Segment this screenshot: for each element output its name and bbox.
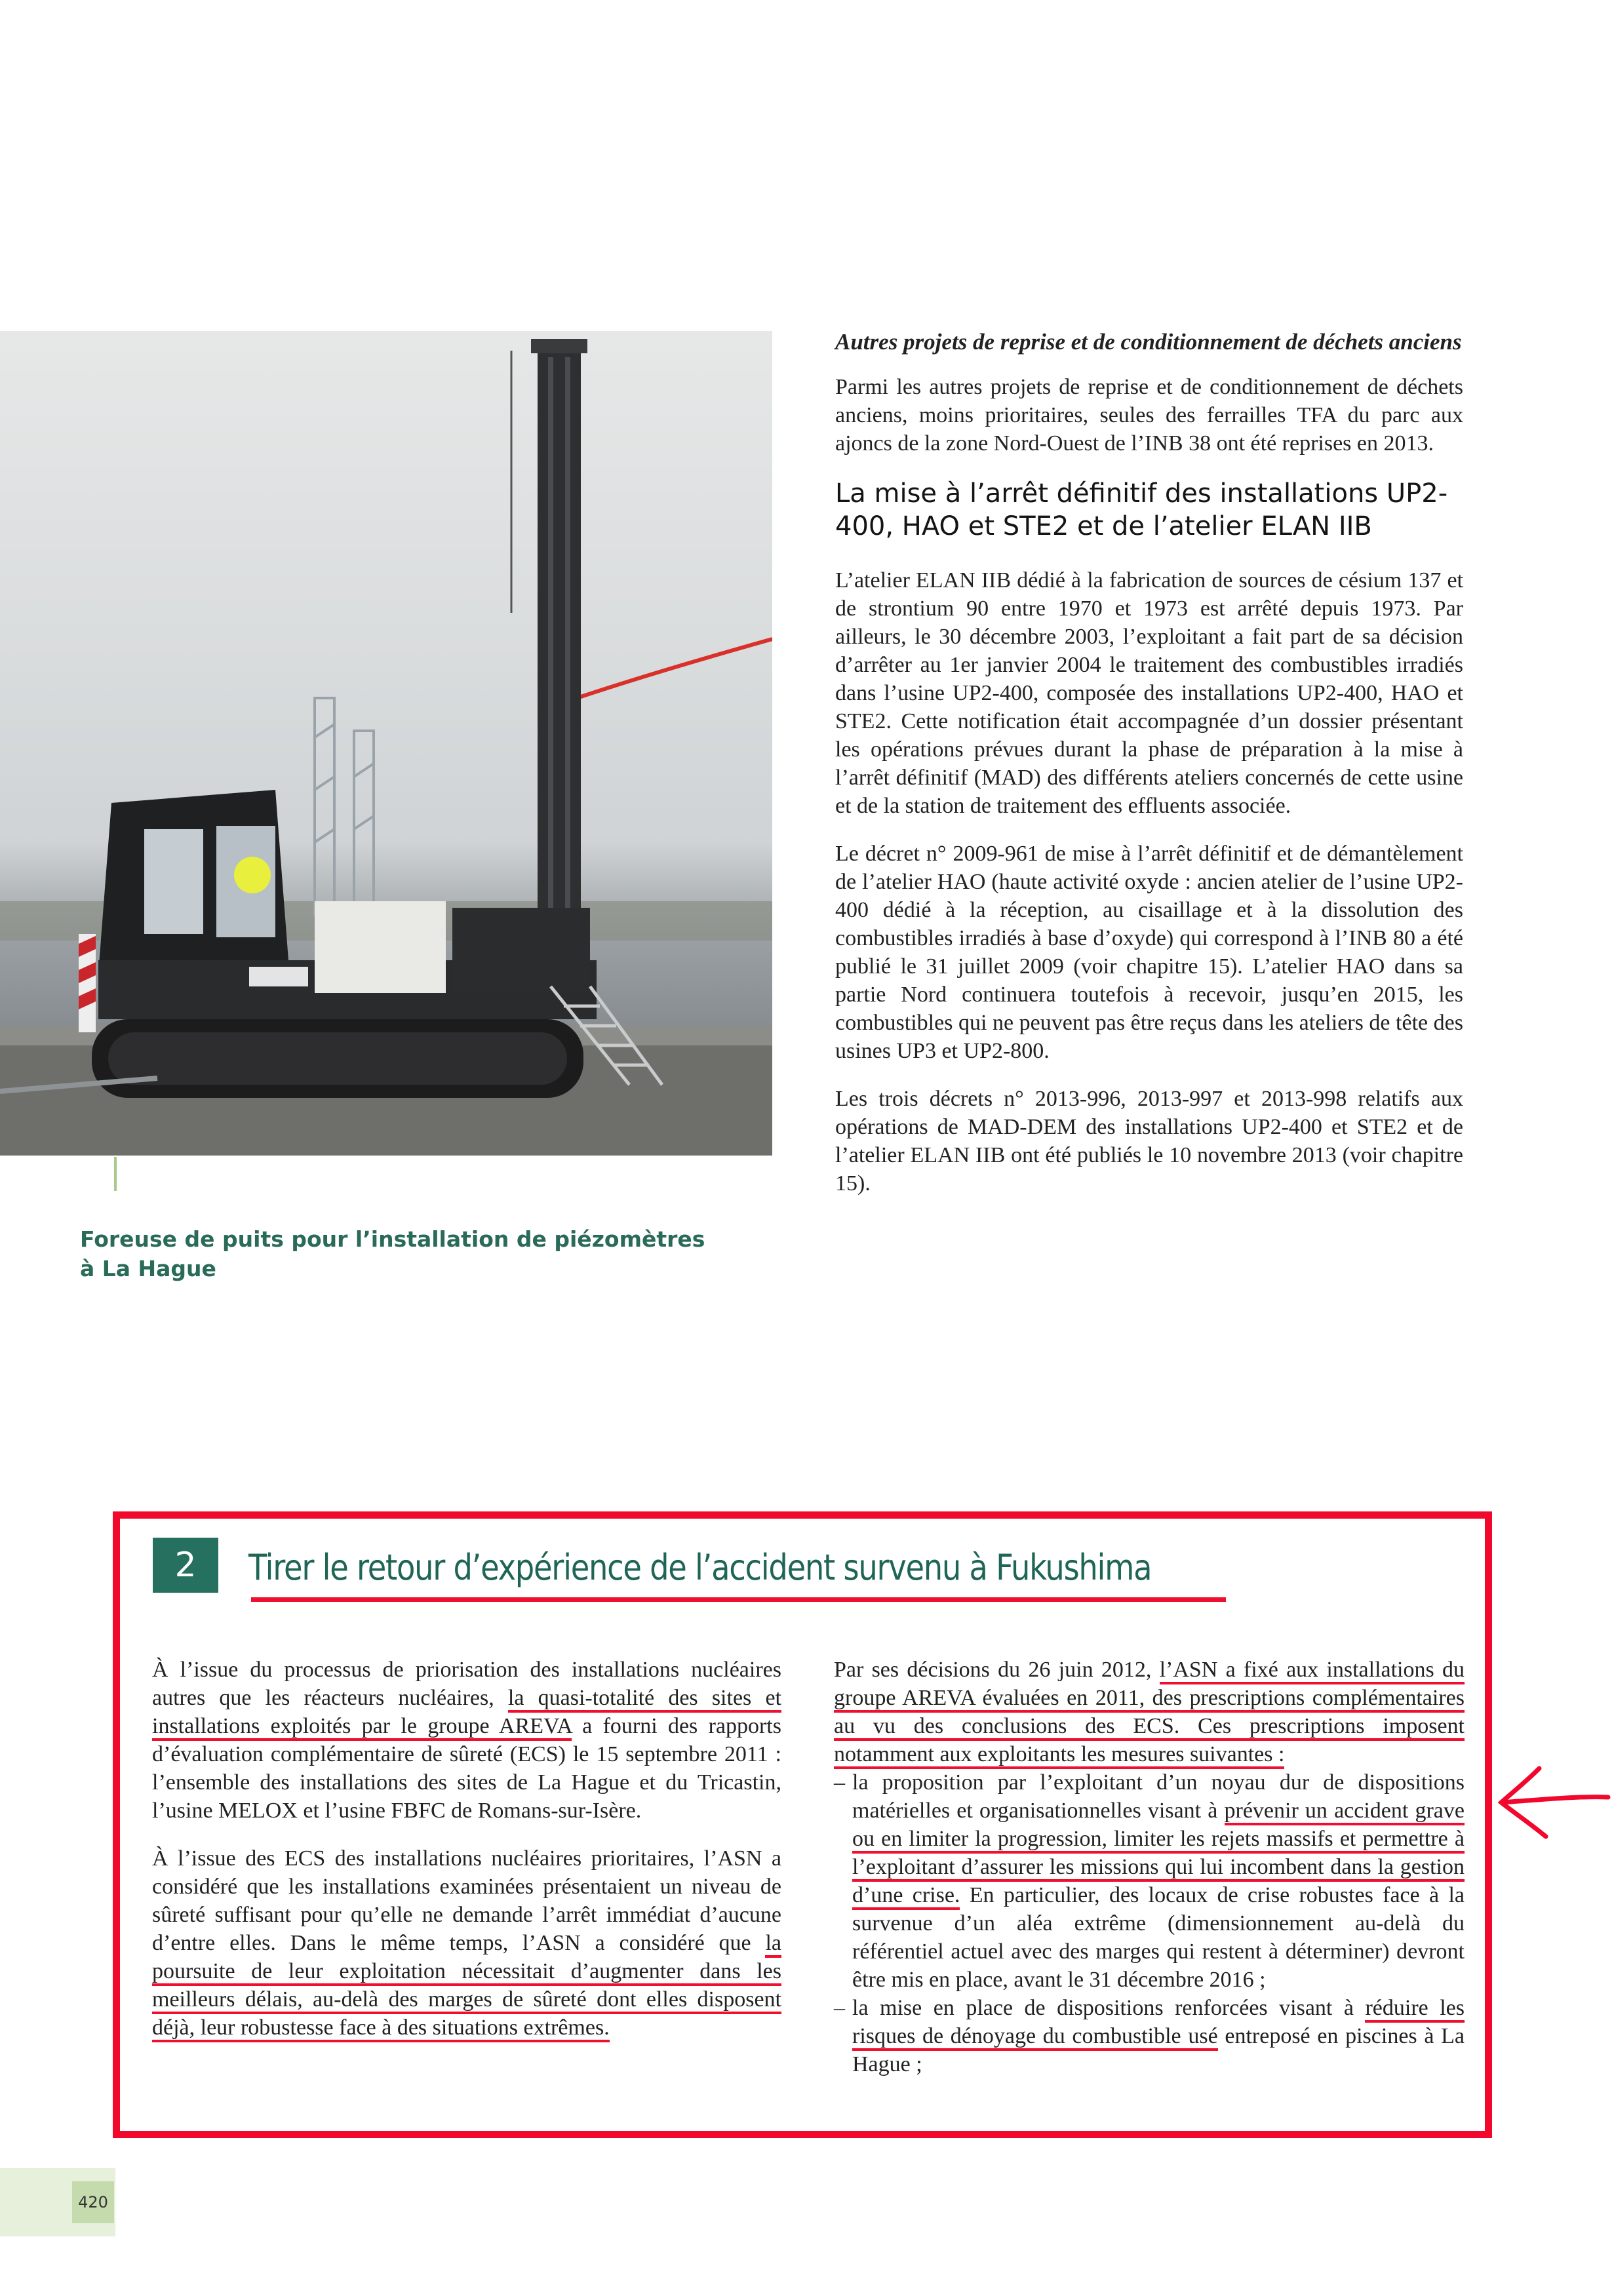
paragraph-shutdown-2: Le décret n° 2009-961 de mise à l’arrêt définitif et de démantèlement de l’atelier HAO (haute activité oxyde : ancien atelier de l’usine UP2-400 dédié à la réception, au cisaillage et à la dissolution des combustibles irradiés à base d’oxyde) qui correspond à l’INB 80 a été publié le 31 juillet 2009 (voir chapitre 15). L’atelier HAO dans sa partie Nord continuera toutefois à recevoir, jusqu’en 2015, les combustibles qui ne peuvent pas être reçus dans les ateliers de tête des usines UP3 et UP2-800. <box>835 842 1463 1063</box>
paragraph-old-waste: Parmi les autres projets de reprise et de conditionnement de déchets anciens, moins prioritaires, seules des ferrailles TFA du parc aux ajoncs de la zone Nord-Ouest de l’INB 38 ont été reprises en 2013. <box>835 375 1463 456</box>
paragraph-asn-decisions <box>834 1656 1465 1768</box>
text: la mise en place de dispositions renforcées visant à <box>852 1996 1366 2020</box>
photo-caption: Foreuse de puits pour l’installation de piézomètres à La Hague <box>80 1226 705 1281</box>
paragraph-asn-conclusion <box>152 1844 781 2042</box>
list-item <box>834 1768 1465 1994</box>
paragraph-shutdown-1: L’atelier ELAN IIB dédié à la fabrication de sources de césium 137 et de strontium 90 entre 1970 et 1973 est arrêté depuis 1973. Par ailleurs, le 30 décembre 2003, l’exploitant a fait part de sa décision d’arrêter au 1er janvier 2004 le traitement des combustibles irradiés dans l’usine UP2-400, composée des installations UP2-400, HAO et STE2. Cette notification était accompagnée d’un dossier présentant les opérations prévues durant la phase de préparation à la mise à l’arrêt définitif (MAD) des différents ateliers concernés de cette usine et de la station de traitement des effluents associée. <box>835 568 1463 818</box>
page-number: 420 <box>72 2181 114 2223</box>
text: En particulier, des locaux de crise robustes face à la survenue d’un aléa extrême (dimensionnement au-delà du référentiel actuel avec des marges qui restent à déterminer) devront être mis en place, avant le 31 décembre 2016 ; <box>852 1883 1465 1992</box>
right-column <box>835 328 1463 1217</box>
underlined-text: prévenir un accident grave ou en limiter la progression, limiter les rejets massifs et permettre à l’exploitant d’assurer les missions qui lui incombent dans la gestion d’une crise. <box>852 1799 1465 1910</box>
heading-shutdown: La mise à l’arrêt définitif des installations UP2-400, HAO et STE2 et de l’atelier ELAN IIB <box>835 478 1448 541</box>
underlined-text: l’ASN a fixé aux installations du groupe AREVA évaluées en 2011, des prescriptions complémentaires au vu des conclusions des ECS. Ces prescriptions imposent notamment aux exploitants les mesures suivantes : <box>834 1658 1465 1769</box>
text: À l’issue des ECS des installations nucléaires prioritaires, l’ASN a considéré que les installations examinées présentaient un niveau de sûreté suffisant pour qu’elle ne demande l’arrêt immédiat d’aucune d’entre elles. Dans le même temps, l’ASN a considéré que <box>152 1846 781 1955</box>
text: entreposé en piscines à La Hague ; <box>852 2024 1465 2076</box>
drilling-rig-illustration <box>0 331 772 1156</box>
title-underline <box>251 1597 1226 1602</box>
prescriptions-list <box>834 1768 1465 2078</box>
section-number-badge: 2 <box>153 1538 218 1593</box>
section-title: Tirer le retour d’expérience de l’accident survenu à Fukushima <box>248 1547 1152 1588</box>
paragraph-shutdown-3: Les trois décrets n° 2013-996, 2013-997 et 2013-998 relatifs aux opérations de MAD-DEM des installations UP2-400 et STE2 et de l’atelier ELAN IIB ont été publiés le 10 novembre 2013 (voir chapitre 15). <box>835 1087 1463 1196</box>
underlined-text: réduire les risques de dénoyage du combustible usé <box>852 1996 1465 2051</box>
drilling-rig-photo <box>0 331 772 1156</box>
subheading-old-waste: Autres projets de reprise et de conditionnement de déchets anciens <box>835 329 1462 355</box>
red-arrow-icon <box>1493 1763 1611 1842</box>
list-item <box>834 1994 1465 2078</box>
underlined-text: la quasi-totalité des sites et installations exploités par le groupe AREVA <box>152 1686 781 1741</box>
underlined-text: la poursuite de leur exploitation nécessitait d’augmenter dans les meilleurs délais, au-delà des marges de sûreté dont elles disposent déjà, leur robustesse face à des situations extrêmes. <box>152 1931 781 2042</box>
text: a fourni des rapports d’évaluation complémentaire de sûreté (ECS) le 15 septembre 2011 : l’ensemble des installations des sites de La Hague et du Tricastin, l’usine MELOX et l’usine FBFC de Romans-sur-Isère. <box>152 1714 781 1823</box>
text: À l’issue du processus de priorisation des installations nucléaires autres que les réacteurs nucléaires, <box>152 1658 781 1710</box>
paragraph-ecs-reports <box>152 1656 781 1825</box>
box-left-column <box>152 1656 781 2061</box>
text: Par ses décisions du 26 juin 2012, <box>834 1658 1160 1682</box>
caption-marker <box>114 1157 117 1191</box>
box-right-column <box>834 1656 1465 2078</box>
text: la proposition par l’exploitant d’un noyau dur de dispositions matérielles et organisationnelles visant à <box>852 1770 1465 1823</box>
